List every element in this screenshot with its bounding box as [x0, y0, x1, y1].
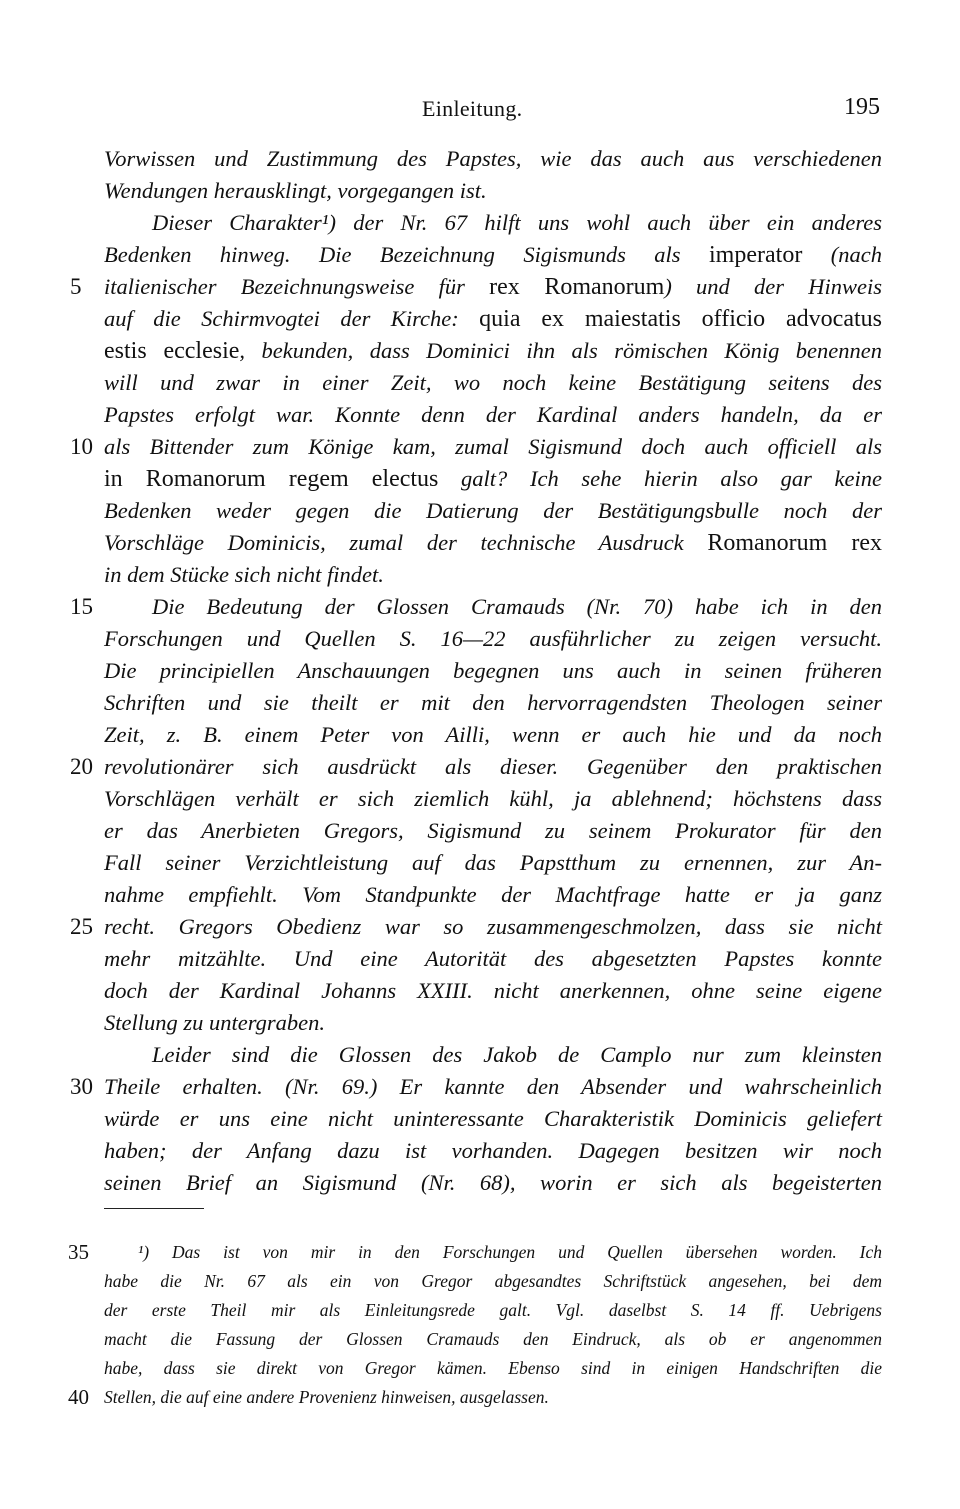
line-text: Vorschläge Dominicis, zumal der technische Ausdruck Romanorum rex	[104, 530, 882, 556]
text-line	[104, 207, 882, 239]
text-line	[104, 335, 882, 367]
footnote-line	[68, 1238, 882, 1267]
text-line	[104, 463, 882, 495]
text-line	[104, 399, 882, 431]
line-text: will und zwar in einer Zeit, wo noch keine Bestätigung seitens des	[104, 370, 882, 395]
footnote-line	[104, 1325, 882, 1354]
line-text: Stellung zu untergraben.	[104, 1010, 326, 1035]
text-line	[104, 1039, 882, 1071]
text-line	[104, 495, 882, 527]
line-text: auf die Schirmvogtei der Kirche: quia ex maiestatis officio advocatus	[104, 306, 882, 332]
line-text: Theile erhalten. (Nr. 69.) Er kannte den Absender und wahrscheinlich	[104, 1074, 882, 1099]
text-line	[104, 143, 882, 175]
text-line	[104, 879, 882, 911]
line-text: der erste Theil mir als Einleitungsrede galt. Vgl. daselbst S. 14 ff. Uebrigens	[104, 1300, 882, 1320]
text-line	[104, 847, 882, 879]
text-line	[70, 431, 882, 463]
line-text: italienischer Bezeichnungsweise für rex Romanorum) und der Hinweis	[104, 274, 882, 300]
text-line	[104, 303, 882, 335]
line-text: Dieser Charakter¹) der Nr. 67 hilft uns wohl auch über ein anderes	[152, 210, 882, 235]
line-text: seinen Brief an Sigismund (Nr. 68), worin er sich als begeisterten	[104, 1170, 882, 1195]
text-line	[70, 911, 882, 943]
text-line	[70, 1071, 882, 1103]
footnote-line	[104, 1267, 882, 1296]
line-text: doch der Kardinal Johanns XXIII. nicht anerkennen, ohne seine eigene	[104, 978, 882, 1003]
footnote-line	[104, 1296, 882, 1325]
line-text: estis ecclesie, bekunden, dass Dominici ihn als römischen König benennen	[104, 338, 883, 364]
text-line	[70, 271, 882, 303]
text-line	[104, 623, 882, 655]
line-text: ¹) Das ist von mir in den Forschungen und Quellen übersehen worden. Ich	[138, 1242, 882, 1262]
line-text: Wendungen herausklingt, vorgegangen ist.	[104, 178, 487, 203]
line-text: macht die Fassung der Glossen Cramauds den Eindruck, als ob er angenommen	[104, 1329, 882, 1349]
line-text: Forschungen und Quellen S. 16—22 ausführlicher zu zeigen versucht.	[104, 626, 882, 651]
text-line	[104, 783, 882, 815]
footnote-line	[68, 1383, 882, 1412]
line-text: Bedenken weder gegen die Datierung der Bestätigungsbulle noch der	[104, 498, 882, 523]
line-text: Die Bedeutung der Glossen Cramauds (Nr. 70) habe ich in den	[152, 594, 882, 619]
line-text: habe, dass sie direkt von Gregor kämen. Ebenso sind in einigen Handschriften die	[104, 1358, 882, 1378]
line-text: Schriften und sie theilt er mit den hervorragendsten Theologen seiner	[104, 690, 882, 715]
line-text: revolutionärer sich ausdrückt als dieser. Gegenüber den praktischen	[104, 754, 882, 779]
line-number: 20	[70, 754, 93, 779]
line-text: er das Anerbieten Gregors, Sigismund zu seinem Prokurator für den	[104, 818, 882, 843]
line-text: in dem Stücke sich nicht findet.	[104, 562, 384, 587]
footnote-rule	[104, 1208, 204, 1209]
text-line	[104, 559, 882, 591]
line-number: 35	[68, 1240, 89, 1264]
text-line	[104, 655, 882, 687]
line-text: haben; der Anfang dazu ist vorhanden. Dagegen besitzen wir noch	[104, 1138, 882, 1163]
line-text: Vorschlägen verhält er sich ziemlich kühl, ja ablehnend; höchstens dass	[104, 786, 882, 811]
text-line	[104, 687, 882, 719]
footnote-line	[104, 1354, 882, 1383]
text-line	[70, 751, 882, 783]
line-text: habe die Nr. 67 als ein von Gregor abgesandtes Schriftstück angesehen, bei dem	[104, 1271, 882, 1291]
line-text: Vorwissen und Zustimmung des Papstes, wie das auch aus verschiedenen	[104, 146, 882, 171]
line-number: 40	[68, 1385, 89, 1409]
line-number: 25	[70, 914, 93, 939]
line-text: recht. Gregors Obedienz war so zusammengeschmolzen, dass sie nicht	[104, 914, 882, 939]
line-text: in Romanorum regem electus galt? Ich sehe hierin also gar keine	[104, 466, 882, 492]
line-text: Zeit, z. B. einem Peter von Ailli, wenn er auch hie und da noch	[104, 722, 882, 747]
line-text: Die principiellen Anschauungen begegnen uns auch in seinen früheren	[104, 658, 882, 683]
text-line	[104, 239, 882, 271]
text-line	[104, 175, 882, 207]
page-number: 195	[844, 94, 880, 120]
text-line	[104, 719, 882, 751]
text-line	[104, 975, 882, 1007]
line-number: 30	[70, 1074, 93, 1099]
text-line	[104, 1007, 882, 1039]
text-line	[104, 1103, 882, 1135]
running-header	[104, 96, 882, 126]
line-number: 10	[70, 434, 93, 459]
line-text: würde er uns eine nicht uninteressante Charakteristik Dominicis geliefert	[104, 1106, 882, 1131]
line-text: Bedenken hinweg. Die Bezeichnung Sigismunds als imperator (nach	[104, 242, 882, 268]
text-line	[104, 1167, 882, 1199]
line-text: nahme empfiehlt. Vom Standpunkte der Machtfrage hatte er ja ganz	[104, 882, 882, 907]
footnotes	[68, 1238, 882, 1412]
text-line	[104, 943, 882, 975]
text-line	[104, 527, 882, 559]
running-title: Einleitung.	[422, 96, 523, 121]
text-line	[104, 815, 882, 847]
line-text: Leider sind die Glossen des Jakob de Camplo nur zum kleinsten	[152, 1042, 882, 1067]
text-line	[70, 591, 882, 623]
text-line	[104, 367, 882, 399]
line-number: 15	[70, 594, 93, 619]
line-number: 5	[70, 274, 82, 299]
text-line	[104, 1135, 882, 1167]
line-text: als Bittender zum Könige kam, zumal Sigismund doch auch officiell als	[104, 434, 882, 459]
line-text: mehr mitzählte. Und eine Autorität des abgesetzten Papstes konnte	[104, 946, 882, 971]
main-text	[70, 143, 883, 1199]
line-text: Fall seiner Verzichtleistung auf das Papstthum zu ernennen, zur An-	[104, 850, 882, 875]
line-text: Papstes erfolgt war. Konnte denn der Kardinal anders handeln, da er	[104, 402, 882, 427]
line-text: Stellen, die auf eine andere Provenienz hinweisen, ausgelassen.	[104, 1387, 549, 1407]
